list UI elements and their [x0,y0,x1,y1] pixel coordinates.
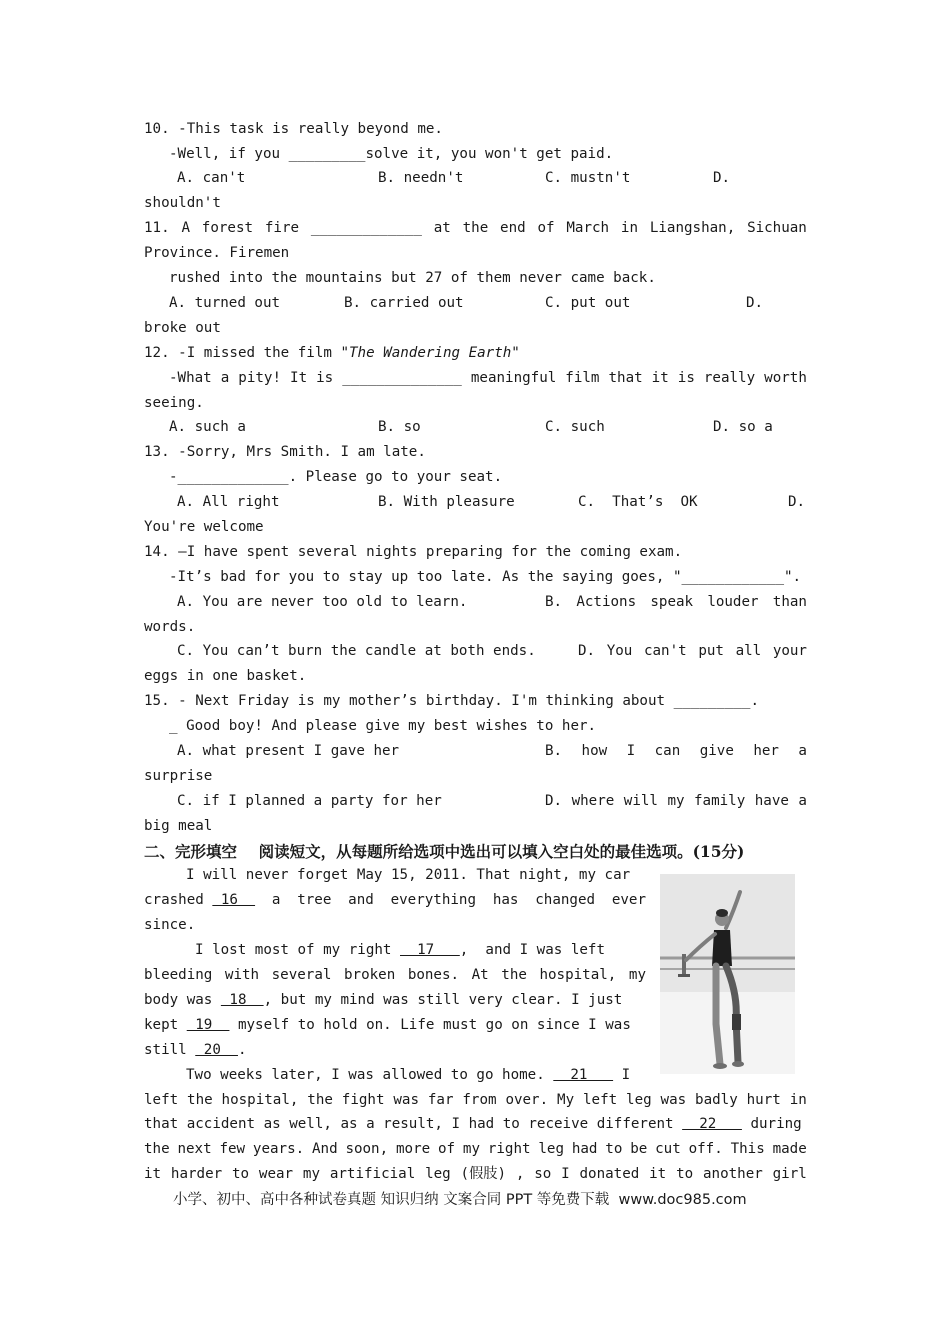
q12-option-a: A. such a [169,419,246,435]
q13-option-d: D. [788,494,806,510]
q15-option-a: A. what present I gave her [177,743,400,759]
q12-reply: -What a pity! It is ______________ meaningful film that it is really worth [169,366,807,391]
passage-line: crashed 16 a tree and everything has changed ever [144,892,646,908]
q11-option-b: B. carried out [344,295,464,311]
q12-stem: 12. -I missed the film "The Wandering Earth" [144,345,520,361]
q14-option-d: D. You can't put all your [578,643,807,659]
passage-line: since. [144,917,196,933]
blank-22: 22 [682,1116,742,1132]
q15-reply: _ Good boy! And please give my best wishes to her. [169,718,597,734]
q14-option-b: B. Actions speak louder than [545,594,807,610]
q13-option-d-text: You're welcome [144,519,264,535]
passage-line: kept 19 myself to hold on. Life must go on since I was [144,1017,631,1033]
q12-option-d: D. so a [713,419,773,435]
blank-18: 18 [220,992,264,1008]
passage-line: bleeding with several broken bones. At the hospital, my [144,967,646,983]
q15-stem: 15. - Next Friday is my mother’s birthday. I'm thinking about _________. [144,693,759,709]
q13-option-b: B. With pleasure [378,494,515,510]
blank-16: 16 [212,892,256,908]
blank-19: 19 [186,1017,230,1033]
q11-option-d: D. [746,295,764,311]
q10-option-d: D. [713,170,731,186]
q10-stem: 10. -This task is really beyond me. [144,121,443,137]
ballet-girl-illustration [660,874,795,1074]
q12-option-b: B. so [378,419,421,435]
passage-line: that accident as well, as a result, I had to receive different 22 during [144,1116,802,1132]
q15-option-c: C. if I planned a party for her [177,793,442,809]
blank-17: 17 [400,942,460,958]
q14-option-c: C. You can’t burn the candle at both ends. [177,643,536,659]
blank: _____________ [310,220,422,236]
q11-option-a: A. turned out [169,295,281,311]
passage-line: I lost most of my right 17 , and I was left [195,942,606,958]
q14-option-d-cont: eggs in one basket. [144,668,307,684]
q14-stem: 14. –I have spent several nights preparing for the coming exam. [144,544,683,560]
page-footer: 小学、初中、高中各种试卷真题 知识归纳 文案合同 PPT 等免费下载 www.doc985.com [173,1192,747,1208]
q15-option-b-cont: surprise [144,768,213,784]
q14-reply: -It’s bad for you to stay up too late. As the saying goes, "____________". [169,569,802,585]
q10-reply: -Well, if you _________solve it, you won't get paid. [169,146,614,162]
q12-reply-cont: seeing. [144,395,204,411]
section-heading: 二、完形填空 阅读短文，从每题所给选项中选出可以填入空白处的最佳选项。(15分) [144,842,745,861]
q13-reply: -_____________. Please go to your seat. [169,469,503,485]
q14-option-a: A. You are never too old to learn. [177,594,468,610]
q11-option-c: C. put out [545,295,631,311]
q11-stem-cont: Province. Firemen [144,245,290,261]
q15-option-d-cont: big meal [144,818,213,834]
q11-stem: 11. A forest fire _____________ at the end of March in Liangshan, Sichuan [144,216,807,241]
q13-option-a: A. All right [177,494,280,510]
q10-option-d-text: shouldn't [144,195,221,211]
passage-line: Two weeks later, I was allowed to go home. 21 I [186,1067,631,1083]
passage-line: it harder to wear my artificial leg (假肢) , so I donated it to another girl [144,1166,807,1182]
blank-20: 20 [195,1042,238,1058]
q11-option-d-text: broke out [144,320,221,336]
film-title: "The Wandering Earth" [340,345,520,361]
q12-option-c: C. such [545,419,605,435]
q10-option-a: A. can't [177,170,246,186]
q10-option-b: B. needn't [378,170,464,186]
q13-option-c: C. That’s OK [578,494,698,510]
passage-line: body was 18 , but my mind was still very clear. I just [144,992,623,1008]
q14-option-b-cont: words. [144,619,196,635]
passage-line: I will never forget May 15, 2011. That night, my car [186,867,631,883]
blank: ______________ [342,370,462,386]
passage-line: still 20 . [144,1042,247,1058]
blank-21: 21 [553,1067,614,1083]
passage-line: the next few years. And soon, more of my right leg had to be cut off. This made [144,1141,807,1157]
q11-stem-cont2: rushed into the mountains but 27 of them never came back. [169,270,656,286]
passage-line: left the hospital, the fight was far from over. My left leg was badly hurt in [144,1092,807,1108]
q15-option-d: D. where will my family have a [545,793,807,809]
q10-option-c: C. mustn't [545,170,631,186]
ballet-girl-photo [660,874,795,1074]
q15-option-b: B. how I can give her a [545,743,807,759]
q13-stem: 13. -Sorry, Mrs Smith. I am late. [144,444,426,460]
